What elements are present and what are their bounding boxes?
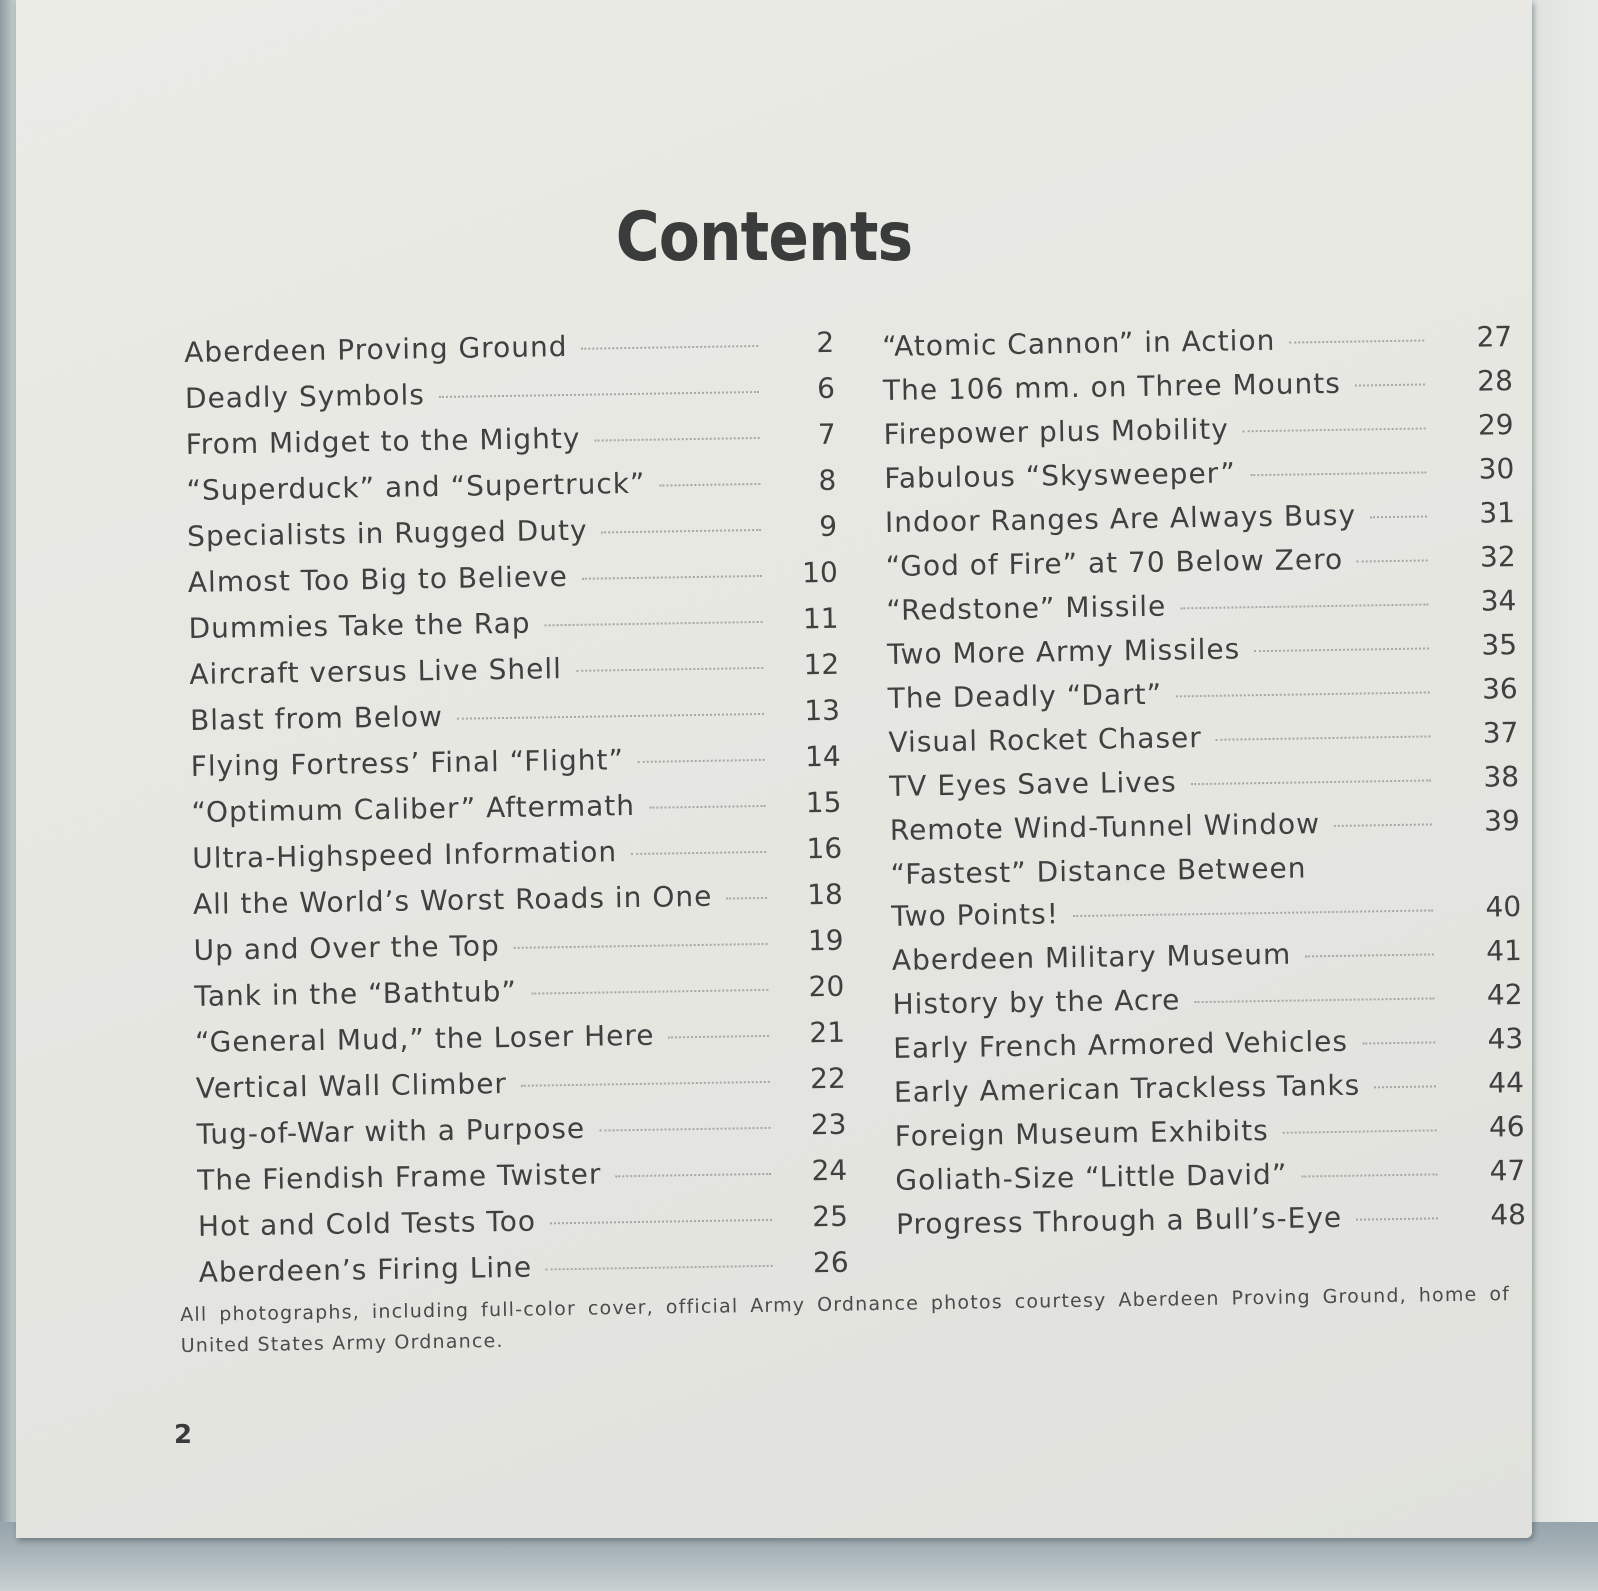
- dot-leader: [546, 1265, 773, 1271]
- toc-entry-page-number: 29: [1477, 408, 1514, 442]
- toc-entry-title: Vertical Wall Climber: [195, 1067, 508, 1105]
- toc-entry-title: “Superduck” and “Supertruck”: [186, 466, 646, 507]
- toc-entry-page-number: 2: [816, 325, 835, 360]
- toc-entry-title: Ultra-Highspeed Information: [191, 835, 618, 875]
- dot-leader: [615, 1173, 771, 1177]
- toc-entry-title: Visual Rocket Chaser: [888, 721, 1203, 759]
- toc-entry-title: Tug-of-War with a Purpose: [196, 1111, 586, 1151]
- toc-entry-page-number: 12: [803, 647, 840, 682]
- dot-leader: [1216, 735, 1431, 740]
- toc-entry-title: All the World’s Worst Roads in One: [192, 879, 713, 921]
- toc-entry-page-number: 25: [812, 1199, 849, 1234]
- toc-entry-title: Flying Fortress’ Final “Flight”: [190, 743, 625, 783]
- toc-entry-page-number: 41: [1485, 934, 1523, 968]
- toc-entry-page-number: 22: [809, 1061, 846, 1096]
- contents-column-right: [882, 320, 1526, 1252]
- toc-entry-page-number: 35: [1481, 628, 1518, 662]
- book-page: [16, 0, 1532, 1538]
- dot-leader: [576, 667, 763, 672]
- toc-entry-title: Fabulous “Skysweeper”: [884, 456, 1237, 495]
- wrap-spacer: [1307, 875, 1451, 877]
- dot-leader: [1356, 1217, 1438, 1220]
- toc-entry-page-number: 42: [1486, 978, 1523, 1012]
- toc-entry-title: Firepower plus Mobility: [883, 412, 1230, 451]
- dot-leader: [594, 437, 759, 442]
- dot-leader: [1194, 997, 1434, 1003]
- toc-entry-page-number: 39: [1483, 804, 1521, 838]
- toc-entry-title: “God of Fire” at 70 Below Zero: [885, 542, 1344, 583]
- toc-entry-page-number: 44: [1488, 1066, 1525, 1100]
- toc-entry-page-number: 26: [812, 1245, 849, 1280]
- toc-entry-title: “Atomic Cannon” in Action: [882, 323, 1276, 363]
- toc-entry-page-number: 21: [809, 1015, 846, 1050]
- toc-entry-title: “General Mud,” the Loser Here: [194, 1018, 655, 1059]
- toc-entry-page-number: 15: [805, 785, 842, 820]
- toc-entry-page-number: 19: [807, 923, 844, 958]
- dot-leader: [649, 805, 765, 809]
- toc-entry-page-number: 6: [816, 371, 836, 406]
- dot-leader: [1243, 427, 1426, 432]
- dot-leader: [1180, 603, 1428, 609]
- dot-leader: [531, 989, 768, 995]
- dot-leader: [1073, 909, 1433, 917]
- dot-leader: [1191, 779, 1431, 785]
- dot-leader: [545, 621, 763, 626]
- toc-entry-page-number: 48: [1490, 1197, 1527, 1232]
- toc-entry-title: From Midget to the Mighty: [185, 421, 581, 461]
- toc-entry-page-number: [1451, 874, 1521, 875]
- toc-entry-title: Specialists in Rugged Duty: [186, 513, 588, 553]
- toc-entry-title: Two More Army Missiles: [886, 632, 1241, 671]
- toc-entry-title: TV Eyes Save Lives: [888, 765, 1177, 803]
- toc-entry-title: The Fiendish Frame Twister: [197, 1157, 602, 1197]
- toc-entry-page-number: 30: [1478, 452, 1515, 486]
- toc-entry-page-number: 40: [1485, 890, 1522, 924]
- folio-page-number: 2: [174, 1420, 193, 1450]
- toc-entry-title: Aberdeen’s Firing Line: [198, 1250, 533, 1289]
- toc-entry-title: Dummies Take the Rap: [188, 606, 531, 645]
- toc-entry-page-number: 31: [1479, 496, 1516, 530]
- facing-page-edge: [1532, 0, 1598, 1530]
- toc-entry-title: Early American Trackless Tanks: [893, 1068, 1361, 1109]
- dot-leader: [1289, 339, 1424, 343]
- toc-entry-title: Aberdeen Proving Ground: [184, 329, 568, 369]
- dot-leader: [1305, 953, 1434, 957]
- toc-entry-title: “Redstone” Missile: [886, 589, 1167, 627]
- page-title: Contents: [615, 198, 913, 277]
- toc-entry-page-number: 14: [804, 739, 841, 774]
- toc-entry-page-number: 10: [801, 555, 839, 590]
- toc-entry-title: Early French Armored Vehicles: [893, 1024, 1349, 1065]
- toc-entry-page-number: 23: [810, 1107, 847, 1142]
- dot-leader: [581, 345, 758, 350]
- photo-credit-footnote: All photographs, including full-color cover, official Army Ordnance photos courtesy Aberdeen Proving Ground, home of United States Army Ordnance.: [180, 1283, 1511, 1357]
- toc-entry-page-number: 43: [1487, 1022, 1524, 1056]
- toc-entry-page-number: 38: [1483, 760, 1520, 794]
- dot-leader: [659, 483, 760, 487]
- dot-leader: [638, 759, 765, 763]
- toc-entry-title: Indoor Ranges Are Always Busy: [884, 498, 1357, 539]
- dot-leader: [521, 1081, 770, 1087]
- dot-leader: [1355, 383, 1425, 386]
- toc-entry-title: Blast from Below: [189, 699, 444, 737]
- toc-entry-page-number: 24: [811, 1153, 848, 1188]
- dot-leader: [1357, 559, 1428, 562]
- toc-entry-page-number: 13: [804, 693, 841, 728]
- dot-leader: [457, 713, 764, 720]
- toc-entry-title: Hot and Cold Tests Too: [197, 1204, 537, 1243]
- dot-leader: [1362, 1041, 1435, 1044]
- toc-entry-title: Two Points!: [890, 897, 1060, 933]
- toc-entry-title: The 106 mm. on Three Mounts: [882, 366, 1342, 407]
- toc-entry-page-number: 32: [1479, 540, 1516, 574]
- toc-entry-page-number: 37: [1482, 716, 1519, 750]
- toc-entry-title: Tank in the “Bathtub”: [194, 974, 518, 1013]
- toc-entry-title: Deadly Symbols: [184, 378, 426, 415]
- dot-leader: [726, 897, 767, 900]
- toc-entry-page-number: 11: [802, 601, 839, 636]
- dot-leader: [1176, 691, 1430, 697]
- dot-leader: [1301, 1173, 1437, 1177]
- toc-entry-title: Foreign Museum Exhibits: [894, 1114, 1269, 1153]
- dot-leader: [1370, 515, 1427, 518]
- toc-entry-title: History by the Acre: [892, 983, 1181, 1021]
- dot-leader: [1250, 471, 1426, 476]
- toc-entry-page-number: 34: [1480, 584, 1517, 618]
- toc-entry-page-number: 27: [1476, 320, 1513, 354]
- dot-leader: [1374, 1085, 1436, 1088]
- toc-entry-page-number: 28: [1476, 364, 1514, 398]
- toc-entry-title: Aberdeen Military Museum: [891, 937, 1292, 977]
- dot-leader: [550, 1219, 772, 1224]
- dot-leader: [1283, 1129, 1437, 1133]
- toc-entry-title: Progress Through a Bull’s-Eye: [895, 1200, 1343, 1241]
- dot-leader: [599, 1127, 770, 1132]
- dot-leader: [439, 391, 759, 398]
- toc-entry-title: “Fastest” Distance Between: [890, 851, 1307, 891]
- dot-leader: [1334, 823, 1432, 827]
- dot-leader: [602, 529, 762, 534]
- toc-entry-title: The Deadly “Dart”: [887, 677, 1163, 715]
- toc-entry-page-number: 8: [818, 463, 837, 498]
- toc-entry-title: Almost Too Big to Believe: [187, 560, 569, 599]
- toc-entry-page-number: 16: [806, 831, 843, 866]
- toc-entry-page-number: 20: [808, 969, 845, 1004]
- dot-leader: [514, 943, 768, 949]
- toc-entry-title: Goliath-Size “Little David”: [895, 1157, 1288, 1197]
- dot-leader: [1254, 647, 1429, 652]
- contents-column-left: [184, 326, 849, 1302]
- toc-entry-page-number: 7: [817, 417, 836, 452]
- dot-leader: [631, 851, 766, 855]
- toc-entry-title: Remote Wind-Tunnel Window: [889, 807, 1321, 847]
- toc-entry: [896, 1198, 1527, 1252]
- toc-entry-title: “Optimum Caliber” Aftermath: [191, 788, 636, 829]
- dot-leader: [669, 1035, 770, 1039]
- toc-entry-page-number: 36: [1481, 672, 1518, 706]
- toc-entry-title: Aircraft versus Live Shell: [189, 652, 563, 691]
- dot-leader: [582, 575, 762, 580]
- toc-entry-page-number: 18: [806, 877, 844, 912]
- toc-entry-title: Up and Over the Top: [193, 929, 500, 967]
- toc-entry-page-number: 47: [1489, 1154, 1526, 1188]
- toc-entry-page-number: 46: [1488, 1110, 1525, 1144]
- toc-entry-page-number: 9: [818, 509, 838, 544]
